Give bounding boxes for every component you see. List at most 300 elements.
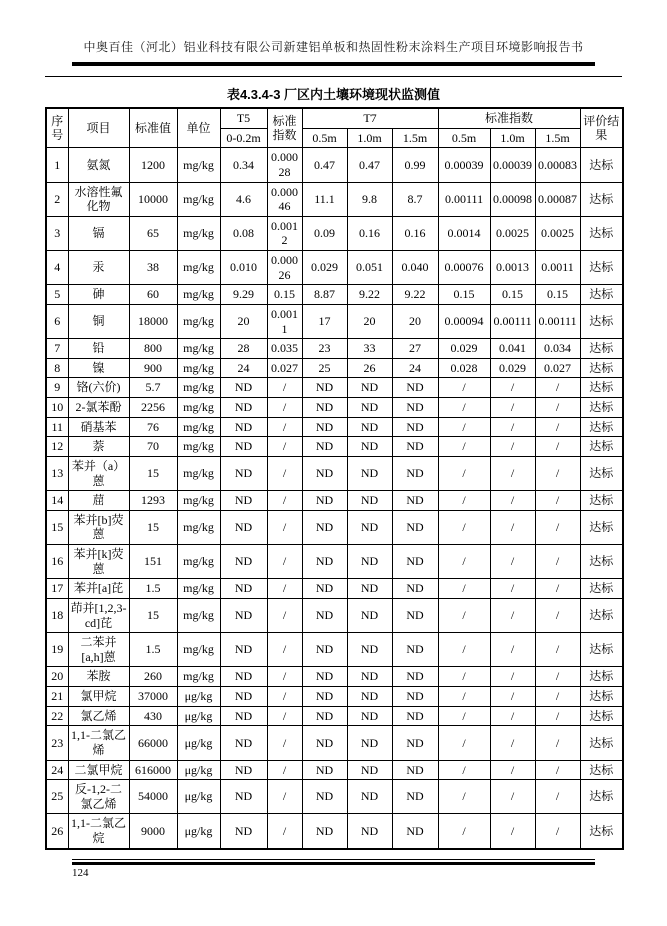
cell-idx-0-5m: / [438,579,490,599]
cell-t5-value: ND [220,667,267,687]
cell-idx-1-5m: / [535,456,580,490]
cell-t7-1-0m: ND [347,706,392,726]
table-row [46,417,623,437]
cell-idx-0-5m: 0.00094 [438,304,490,338]
cell-idx-0-5m: 0.15 [438,285,490,305]
cell-t7-0-5m: ND [302,456,347,490]
head-row-1 [46,108,623,128]
table-row [46,251,623,285]
cell-t7-0-5m: ND [302,814,347,849]
cell-idx-1-5m: 0.0025 [535,216,580,250]
cell-result: 达标 [580,339,623,359]
cell-idx-1-5m: / [535,814,580,849]
header-rule-thick [72,62,595,66]
cell-idx-1-5m: / [535,687,580,707]
cell-idx-1-0m: 0.029 [490,358,535,378]
cell-t7-0-5m: 0.09 [302,216,347,250]
table-row [46,216,623,250]
cell-t5-index: 0.035 [267,339,302,359]
cell-unit: mg/kg [177,456,220,490]
cell-idx-1-0m: / [490,545,535,579]
cell-t7-0-5m: ND [302,491,347,511]
cell-t5-index: 0.027 [267,358,302,378]
cell-t7-1-0m: 20 [347,304,392,338]
cell-idx-1-5m: 0.0011 [535,251,580,285]
cell-seq: 18 [46,598,68,632]
cell-item: 1,1-二氯乙烷 [68,814,129,849]
cell-seq: 10 [46,398,68,418]
cell-idx-0-5m: / [438,780,490,814]
cell-standard: 10000 [129,182,177,216]
cell-standard: 5.7 [129,378,177,398]
cell-t7-1-5m: ND [392,598,438,632]
cell-idx-0-5m: / [438,726,490,760]
cell-t5-value: ND [220,579,267,599]
cell-seq: 19 [46,633,68,667]
cell-t7-1-0m: ND [347,726,392,760]
cell-result: 达标 [580,687,623,707]
cell-t5-value: ND [220,726,267,760]
cell-seq: 12 [46,437,68,457]
cell-idx-1-5m: 0.034 [535,339,580,359]
cell-result: 达标 [580,216,623,250]
cell-result: 达标 [580,814,623,849]
cell-t7-0-5m: ND [302,706,347,726]
col-header-unit: 单位 [177,108,220,148]
cell-unit: μg/kg [177,706,220,726]
cell-t7-1-5m: ND [392,726,438,760]
cell-idx-0-5m: 0.0014 [438,216,490,250]
cell-result: 达标 [580,633,623,667]
cell-t7-1-5m: ND [392,633,438,667]
cell-idx-1-5m: / [535,706,580,726]
cell-seq: 13 [46,456,68,490]
table-row [46,579,623,599]
cell-t7-0-5m: 0.47 [302,148,347,182]
cell-seq: 22 [46,706,68,726]
document-header-title: 中奥百佳（河北）铝业科技有限公司新建铝单板和热固性粉末涂料生产项目环境影响报告书 [83,40,584,54]
cell-t7-1-5m: ND [392,417,438,437]
cell-t7-0-5m: 25 [302,358,347,378]
cell-item: 砷 [68,285,129,305]
cell-idx-1-5m: / [535,545,580,579]
cell-idx-1-0m: 0.15 [490,285,535,305]
cell-standard: 66000 [129,726,177,760]
cell-idx-1-5m: / [535,760,580,780]
cell-unit: mg/kg [177,358,220,378]
cell-item: 萘 [68,437,129,457]
cell-t7-1-0m: ND [347,417,392,437]
cell-unit: mg/kg [177,598,220,632]
cell-idx-0-5m: / [438,437,490,457]
cell-t5-value: 4.6 [220,182,267,216]
table-row [46,706,623,726]
cell-seq: 17 [46,579,68,599]
cell-item: 氯乙烯 [68,706,129,726]
cell-t7-1-5m: ND [392,814,438,849]
col-header-idx-depth-1-5: 1.5m [535,128,580,148]
cell-item: 氨氮 [68,148,129,182]
cell-t5-index: / [267,545,302,579]
cell-item: 苯并[k]荧蒽 [68,545,129,579]
cell-t5-index: / [267,780,302,814]
cell-idx-0-5m: / [438,633,490,667]
cell-standard: 60 [129,285,177,305]
table-row [46,760,623,780]
cell-t7-1-5m: 27 [392,339,438,359]
cell-t5-value: 9.29 [220,285,267,305]
col-header-item: 项目 [68,108,129,148]
cell-unit: mg/kg [177,510,220,544]
cell-t7-1-0m: 9.8 [347,182,392,216]
cell-t7-1-0m: ND [347,398,392,418]
cell-item: 苯并[b]荧蒽 [68,510,129,544]
cell-idx-0-5m: / [438,378,490,398]
cell-seq: 3 [46,216,68,250]
col-header-depth-1-0: 1.0m [347,128,392,148]
cell-t7-1-0m: 0.47 [347,148,392,182]
cell-t5-index: 0.0012 [267,216,302,250]
cell-idx-1-5m: 0.00111 [535,304,580,338]
cell-standard: 54000 [129,780,177,814]
cell-t7-0-5m: ND [302,545,347,579]
cell-idx-0-5m: / [438,760,490,780]
cell-item: 二氯甲烷 [68,760,129,780]
cell-t5-index: / [267,667,302,687]
cell-unit: mg/kg [177,148,220,182]
cell-item: 水溶性氟化物 [68,182,129,216]
cell-standard: 38 [129,251,177,285]
cell-t7-0-5m: 11.1 [302,182,347,216]
cell-t5-value: ND [220,780,267,814]
cell-item: 镉 [68,216,129,250]
cell-standard: 18000 [129,304,177,338]
cell-item: 2-氯苯酚 [68,398,129,418]
cell-unit: mg/kg [177,579,220,599]
cell-standard: 76 [129,417,177,437]
cell-t5-value: ND [220,598,267,632]
cell-idx-1-0m: / [490,633,535,667]
cell-t5-index: 0.00026 [267,251,302,285]
cell-idx-1-0m: / [490,437,535,457]
cell-t7-0-5m: ND [302,417,347,437]
cell-idx-1-0m: / [490,398,535,418]
table-row [46,598,623,632]
table-row [46,456,623,490]
cell-idx-0-5m: / [438,598,490,632]
cell-t7-0-5m: ND [302,579,347,599]
cell-t7-1-0m: ND [347,760,392,780]
table-body [46,148,623,849]
cell-standard: 15 [129,510,177,544]
cell-standard: 15 [129,456,177,490]
cell-t7-1-5m: ND [392,398,438,418]
cell-seq: 15 [46,510,68,544]
cell-idx-0-5m: / [438,545,490,579]
cell-idx-1-0m: 0.00111 [490,304,535,338]
cell-item: 苯并（a）蒽 [68,456,129,490]
cell-unit: μg/kg [177,814,220,849]
cell-result: 达标 [580,491,623,511]
cell-t7-1-5m: ND [392,510,438,544]
cell-item: 二苯并[a,h]蒽 [68,633,129,667]
cell-seq: 11 [46,417,68,437]
cell-idx-0-5m: / [438,417,490,437]
cell-result: 达标 [580,545,623,579]
cell-t7-0-5m: 17 [302,304,347,338]
cell-item: 铜 [68,304,129,338]
cell-t7-1-5m: ND [392,780,438,814]
cell-result: 达标 [580,598,623,632]
cell-t7-0-5m: ND [302,687,347,707]
header-rule-thin [45,76,622,77]
cell-t7-1-0m: ND [347,667,392,687]
cell-t5-value: ND [220,456,267,490]
table-row [46,633,623,667]
cell-idx-1-0m: / [490,687,535,707]
cell-result: 达标 [580,760,623,780]
cell-idx-0-5m: / [438,491,490,511]
cell-result: 达标 [580,148,623,182]
cell-t7-1-5m: 8.7 [392,182,438,216]
table-row [46,510,623,544]
cell-idx-0-5m: 0.028 [438,358,490,378]
cell-seq: 6 [46,304,68,338]
cell-seq: 23 [46,726,68,760]
table-head [46,108,623,148]
cell-item: 苯胺 [68,667,129,687]
cell-t5-index: / [267,687,302,707]
cell-t5-value: ND [220,491,267,511]
footer-rules [72,859,595,865]
cell-t7-0-5m: ND [302,780,347,814]
col-header-standard: 标准值 [129,108,177,148]
cell-t5-value: ND [220,398,267,418]
cell-t7-1-5m: 0.040 [392,251,438,285]
cell-t5-value: ND [220,633,267,667]
cell-unit: mg/kg [177,216,220,250]
cell-t7-1-5m: 0.16 [392,216,438,250]
cell-seq: 14 [46,491,68,511]
col-header-index-t7: 标准指数 [438,108,580,128]
cell-result: 达标 [580,510,623,544]
cell-idx-0-5m: 0.00111 [438,182,490,216]
cell-unit: mg/kg [177,378,220,398]
cell-idx-1-5m: 0.00087 [535,182,580,216]
cell-t5-value: 24 [220,358,267,378]
col-header-t5-depth: 0-0.2m [220,128,267,148]
cell-idx-1-5m: 0.15 [535,285,580,305]
cell-idx-1-0m: / [490,456,535,490]
cell-t7-1-0m: ND [347,437,392,457]
cell-t7-0-5m: ND [302,726,347,760]
cell-t7-1-5m: ND [392,687,438,707]
cell-idx-0-5m: / [438,687,490,707]
cell-t5-value: ND [220,760,267,780]
cell-unit: μg/kg [177,726,220,760]
cell-seq: 21 [46,687,68,707]
col-header-index-t5: 标准指数 [267,108,302,148]
cell-t5-index: / [267,398,302,418]
cell-t7-1-0m: ND [347,456,392,490]
cell-item: 1,1-二氯乙烯 [68,726,129,760]
cell-t7-1-5m: 0.99 [392,148,438,182]
cell-result: 达标 [580,182,623,216]
cell-standard: 1293 [129,491,177,511]
table-row [46,339,623,359]
cell-standard: 70 [129,437,177,457]
cell-t7-1-0m: ND [347,510,392,544]
cell-unit: mg/kg [177,339,220,359]
col-header-seq: 序号 [46,108,68,148]
cell-t5-value: ND [220,510,267,544]
cell-item: 汞 [68,251,129,285]
cell-standard: 900 [129,358,177,378]
table-row [46,437,623,457]
cell-item: 硝基苯 [68,417,129,437]
cell-item: 苯并[a]芘 [68,579,129,599]
cell-idx-1-0m: / [490,510,535,544]
cell-result: 达标 [580,780,623,814]
cell-unit: mg/kg [177,417,220,437]
cell-t7-1-0m: 9.22 [347,285,392,305]
cell-t7-1-0m: 0.051 [347,251,392,285]
cell-result: 达标 [580,667,623,687]
cell-item: 氯甲烷 [68,687,129,707]
cell-standard: 151 [129,545,177,579]
cell-t5-index: / [267,491,302,511]
cell-idx-1-0m: / [490,378,535,398]
cell-seq: 2 [46,182,68,216]
cell-t7-1-0m: ND [347,687,392,707]
table-row [46,667,623,687]
cell-unit: mg/kg [177,545,220,579]
cell-t5-index: / [267,633,302,667]
table-row [46,148,623,182]
cell-t7-1-5m: ND [392,545,438,579]
cell-idx-0-5m: / [438,814,490,849]
cell-t5-value: 28 [220,339,267,359]
col-header-idx-depth-1-0: 1.0m [490,128,535,148]
cell-result: 达标 [580,304,623,338]
cell-t5-value: 0.010 [220,251,267,285]
cell-t5-index: / [267,579,302,599]
cell-result: 达标 [580,456,623,490]
cell-standard: 15 [129,598,177,632]
cell-t7-0-5m: ND [302,598,347,632]
table-row [46,545,623,579]
cell-t7-1-0m: ND [347,780,392,814]
cell-t7-0-5m: ND [302,667,347,687]
cell-idx-1-0m: / [490,491,535,511]
cell-t5-value: ND [220,814,267,849]
cell-idx-1-5m: / [535,510,580,544]
table-title: 表4.3.4-3 厂区内土壤环境现状监测值 [226,87,441,102]
cell-seq: 1 [46,148,68,182]
cell-idx-1-5m: / [535,598,580,632]
cell-idx-1-0m: / [490,814,535,849]
cell-t7-1-0m: 26 [347,358,392,378]
cell-t5-value: ND [220,706,267,726]
cell-result: 达标 [580,579,623,599]
cell-idx-1-5m: / [535,491,580,511]
cell-t7-1-5m: ND [392,456,438,490]
cell-seq: 9 [46,378,68,398]
cell-t7-1-5m: ND [392,706,438,726]
cell-idx-1-5m: / [535,726,580,760]
cell-idx-1-0m: / [490,760,535,780]
cell-idx-1-5m: / [535,417,580,437]
cell-idx-1-0m: / [490,726,535,760]
cell-idx-1-5m: / [535,633,580,667]
cell-t5-index: 0.00028 [267,148,302,182]
cell-idx-1-0m: 0.00039 [490,148,535,182]
cell-t7-1-5m: ND [392,579,438,599]
cell-item: 镍 [68,358,129,378]
table-row [46,687,623,707]
cell-idx-0-5m: 0.029 [438,339,490,359]
col-header-t5: T5 [220,108,267,128]
col-header-depth-0-5: 0.5m [302,128,347,148]
cell-t5-index: / [267,417,302,437]
cell-t5-value: ND [220,687,267,707]
cell-item: 铬(六价) [68,378,129,398]
cell-t5-value: 0.08 [220,216,267,250]
cell-idx-1-0m: 0.041 [490,339,535,359]
cell-idx-1-5m: 0.00083 [535,148,580,182]
cell-t7-1-0m: 33 [347,339,392,359]
cell-unit: mg/kg [177,398,220,418]
footer-rule-thin [72,859,595,860]
cell-idx-0-5m: / [438,510,490,544]
cell-t5-index: / [267,814,302,849]
cell-t7-1-5m: 9.22 [392,285,438,305]
cell-seq: 5 [46,285,68,305]
cell-seq: 24 [46,760,68,780]
cell-result: 达标 [580,706,623,726]
cell-idx-1-0m: / [490,579,535,599]
cell-result: 达标 [580,251,623,285]
cell-idx-1-5m: / [535,378,580,398]
table-row [46,182,623,216]
cell-standard: 616000 [129,760,177,780]
cell-item: 铅 [68,339,129,359]
cell-seq: 20 [46,667,68,687]
cell-idx-1-0m: / [490,780,535,814]
cell-t7-1-5m: ND [392,760,438,780]
cell-t7-0-5m: ND [302,633,347,667]
cell-t7-1-0m: ND [347,491,392,511]
cell-standard: 65 [129,216,177,250]
cell-idx-1-0m: / [490,417,535,437]
cell-idx-1-5m: / [535,667,580,687]
cell-item: 䓛 [68,491,129,511]
cell-t7-0-5m: ND [302,378,347,398]
table-row [46,398,623,418]
cell-t5-index: 0.00046 [267,182,302,216]
col-header-result: 评价结果 [580,108,623,148]
cell-t7-1-0m: ND [347,579,392,599]
cell-t7-0-5m: ND [302,510,347,544]
page-number: 124 [72,866,89,879]
cell-unit: μg/kg [177,687,220,707]
cell-t5-index: / [267,510,302,544]
col-header-depth-1-5: 1.5m [392,128,438,148]
cell-result: 达标 [580,398,623,418]
cell-unit: mg/kg [177,437,220,457]
cell-t7-1-5m: 20 [392,304,438,338]
cell-unit: mg/kg [177,285,220,305]
